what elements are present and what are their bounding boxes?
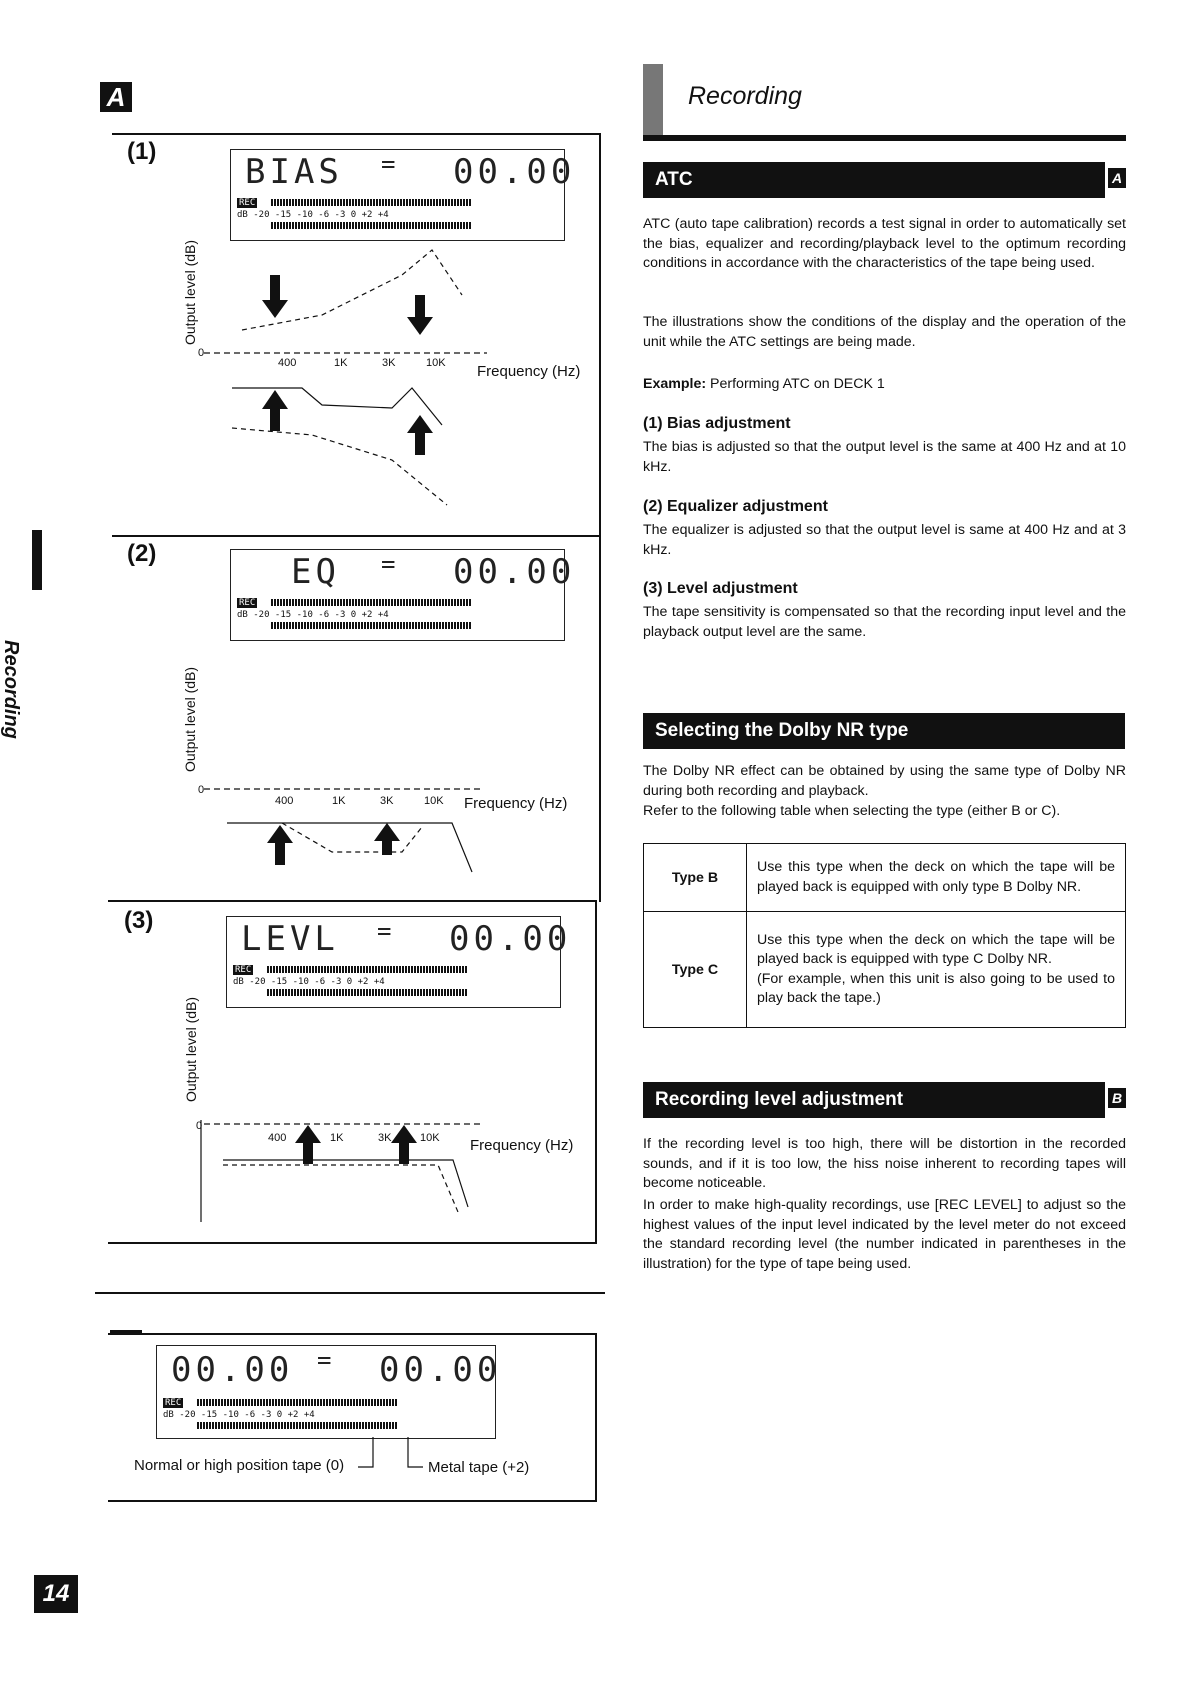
tick-10k: 10K [420, 1132, 440, 1144]
level-graph [108, 902, 595, 1242]
table-row [644, 912, 1126, 1028]
lcd-equals: = [377, 917, 396, 945]
atc-heading: ATC [643, 162, 1105, 198]
atc-example [643, 375, 1126, 395]
panel-level [108, 900, 597, 1244]
tick-1k: 1K [330, 1132, 344, 1144]
zero-label: 0 [198, 784, 205, 796]
tick-10k: 10K [426, 357, 446, 369]
section-rule [643, 135, 1126, 141]
meter-scale: dB -20 -15 -10 -6 -3 0 +2 +4 [237, 210, 389, 220]
lcd-mode-text: BIAS [245, 152, 343, 192]
type-c-text: Use this type when the deck on which the tape will be played back is equipped with type C Dolby NR. [757, 931, 1115, 967]
type-c-example: (For example, when this unit is also going to be used to play back the tape.) [757, 970, 1115, 1006]
lcd-mode-text: LEVL [241, 919, 339, 959]
meter-scale: dB -20 -15 -10 -6 -3 0 +2 +4 [233, 977, 385, 987]
lcd-equals: = [381, 150, 400, 178]
side-tab-bar [32, 530, 42, 590]
divider [95, 1292, 605, 1294]
zero-label: 0 [196, 1120, 203, 1132]
tick-3k: 3K [382, 357, 396, 369]
step-3-label: (3) [124, 907, 154, 934]
meter-scale: dB -20 -15 -10 -6 -3 0 +2 +4 [163, 1410, 315, 1420]
rec-level-heading: Recording level adjustment [643, 1082, 1105, 1118]
section-title: Recording [688, 82, 802, 110]
lcd-mode-text: EQ [291, 552, 340, 592]
normal-tape-label: Normal or high position tape (0) [134, 1457, 345, 1474]
meter-rec: REC [239, 198, 256, 208]
tick-400: 400 [268, 1132, 287, 1144]
section-marker [643, 64, 663, 138]
tick-400: 400 [275, 795, 294, 807]
tick-3k: 3K [380, 795, 394, 807]
tick-10k: 10K [424, 795, 444, 807]
tick-1k: 1K [334, 357, 348, 369]
step-1-label: (1) [127, 138, 157, 165]
figure-a-label: A [100, 82, 132, 112]
type-b-description: Use this type when the deck on which the tape will be played back is equipped with only type B Dolby NR. [747, 844, 1126, 912]
dolby-intro: The Dolby NR effect can be obtained by using the same type of Dolby NR during both recording and playback. [643, 763, 1126, 799]
bias-text: The bias is adjusted so that the output level is the same at 400 Hz and at 10 kHz. [643, 439, 1126, 475]
step-2-label: (2) [127, 540, 157, 567]
x-axis-label: Frequency (Hz) [464, 795, 568, 812]
meter-scale: dB -20 -15 -10 -6 -3 0 +2 +4 [237, 610, 389, 620]
atc-illustration-note: The illustrations show the conditions of the display and the operation of the unit while the ATC settings are being made. [643, 314, 1126, 350]
atc-intro: ATC (auto tape calibration) records a test signal in order to automatically set the bias, equalizer and recording/playback level to the optimum recording conditions in accordance with the characteristics of the tape being used. [643, 216, 1126, 271]
x-axis-label: Frequency (Hz) [470, 1137, 574, 1154]
equalizer-text: The equalizer is adjusted so that the output level is same at 400 Hz and at 3 kHz. [643, 522, 1126, 558]
level-text: The tape sensitivity is compensated so that the recording input level and the playback output level are the same. [643, 604, 1126, 640]
rec-level-p1: If the recording level is too high, there will be distortion in the recorded sounds, and if it is too low, the hiss noise inherent to recording tapes will become noticeable. [643, 1136, 1126, 1191]
lcd-counter: 00.00 [449, 919, 572, 959]
table-row [644, 844, 1126, 912]
rec-level-p2: In order to make high-quality recordings, use [REC LEVEL] to adjust so the highest values of the input level indicated by the level meter do not exceed the standard recording level (the number indicated in parentheses in the illustration) for the type of tape being used. [643, 1197, 1126, 1272]
side-tab-label: Recording [0, 640, 22, 739]
meter-rec: REC [165, 1398, 182, 1408]
example-label: Example: [643, 376, 707, 392]
rec-level-badge: B [1108, 1088, 1126, 1108]
meter-rec: REC [235, 965, 252, 975]
equalizer-graph [112, 537, 599, 902]
lcd-counter-left: 00.00 [171, 1350, 294, 1390]
bias-heading: (1) Bias adjustment [643, 415, 791, 432]
y-axis-label: Output level (dB) [182, 666, 198, 772]
equalizer-heading: (2) Equalizer adjustment [643, 498, 828, 515]
dolby-type-table [643, 843, 1126, 1028]
example-text: Performing ATC on DECK 1 [706, 376, 885, 392]
lcd-equals: = [317, 1346, 336, 1374]
metal-tape-label: Metal tape (+2) [428, 1459, 530, 1476]
x-axis-label: Frequency (Hz) [477, 363, 581, 380]
lcd-equals: = [381, 550, 400, 578]
type-c-label: Type C [644, 912, 747, 1028]
tick-400: 400 [278, 357, 297, 369]
bias-graph [112, 135, 599, 537]
panel-equalizer [112, 535, 601, 902]
type-c-description [747, 912, 1126, 1028]
type-b-label: Type B [644, 844, 747, 912]
page-number: 14 [34, 1575, 78, 1613]
y-axis-label: Output level (dB) [183, 996, 199, 1102]
meter-rec: REC [239, 598, 256, 608]
panel-bias [112, 133, 601, 537]
dolby-table-note: Refer to the following table when selecting the type (either B or C). [643, 803, 1061, 819]
panel-recording-level [108, 1333, 597, 1502]
tick-1k: 1K [332, 795, 346, 807]
y-axis-label: Output level (dB) [182, 239, 198, 345]
dolby-heading: Selecting the Dolby NR type [643, 713, 1125, 749]
lcd-counter: 00.00 [453, 152, 576, 192]
tick-3k: 3K [378, 1132, 392, 1144]
atc-badge: A [1108, 168, 1126, 188]
level-heading: (3) Level adjustment [643, 580, 798, 597]
lcd-counter: 00.00 [453, 552, 576, 592]
lcd-counter-right: 00.00 [379, 1350, 502, 1390]
zero-label: 0 [198, 347, 205, 359]
